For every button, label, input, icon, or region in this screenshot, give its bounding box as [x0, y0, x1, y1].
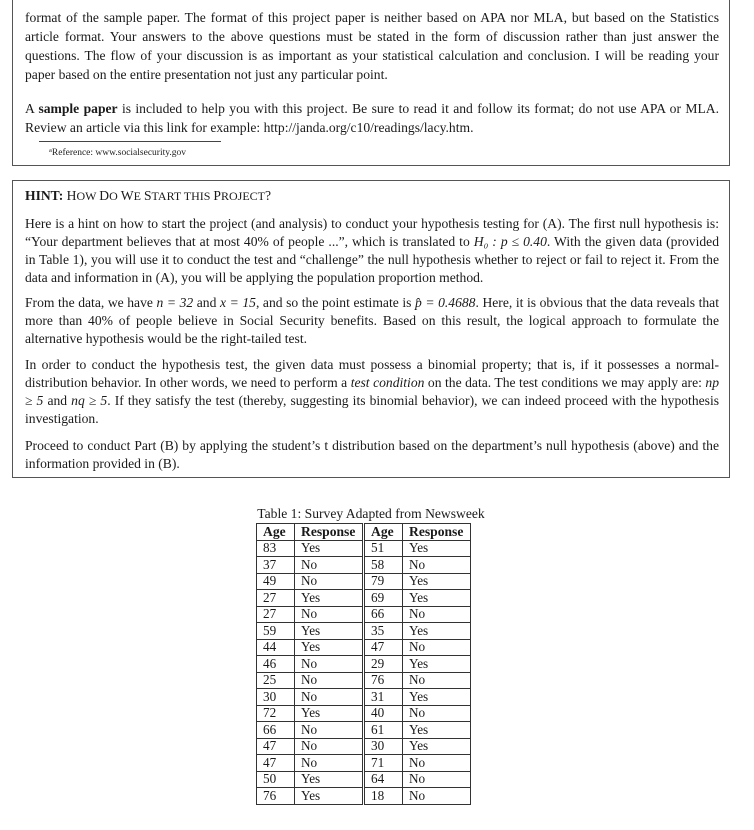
table-row: [257, 722, 471, 739]
table-row: [257, 590, 471, 607]
response-cell: No: [295, 656, 364, 673]
response-cell: No: [403, 705, 471, 722]
instructions-box: [12, 0, 730, 166]
age-cell: 44: [257, 639, 295, 656]
age-cell: 35: [364, 623, 403, 640]
response-cell: Yes: [295, 639, 364, 656]
response-cell: Yes: [295, 771, 364, 788]
table-row: [257, 540, 471, 557]
hint-box: [12, 180, 730, 478]
response-cell: Yes: [403, 656, 471, 673]
response-cell: No: [295, 557, 364, 574]
response-cell: No: [295, 755, 364, 772]
table-row: [257, 755, 471, 772]
response-cell: No: [295, 722, 364, 739]
response-cell: Yes: [295, 788, 364, 805]
age-cell: 50: [257, 771, 295, 788]
age-cell: 83: [257, 540, 295, 557]
footnote-text: Reference: www.socialsecurity.gov: [51, 148, 186, 158]
survey-table: [256, 523, 471, 805]
response-cell: No: [295, 606, 364, 623]
age-cell: 27: [257, 590, 295, 607]
age-cell: 58: [364, 557, 403, 574]
response-cell: Yes: [295, 623, 364, 640]
age-cell: 25: [257, 672, 295, 689]
age-cell: 64: [364, 771, 403, 788]
age-cell: 66: [364, 606, 403, 623]
response-cell: No: [403, 788, 471, 805]
sample-paper-paragraph: A sample paper is included to help you with this project. Be sure to read it and follow its format; do not use APA or MLA. Review an article via this link for example: http://janda.org/c10/readings/lacy.htm.: [25, 101, 719, 135]
header-response-2: Response: [403, 524, 471, 541]
table-row: [257, 771, 471, 788]
table-row: [257, 639, 471, 656]
response-cell: Yes: [403, 540, 471, 557]
response-cell: Yes: [295, 590, 364, 607]
table-row: [257, 573, 471, 590]
table-row: [257, 689, 471, 706]
hint-paragraph-part-b: Proceed to conduct Part (B) by applying the student’s t distribution based on the department’s null hypothesis (above) and the information provided in (B).: [25, 438, 719, 471]
table-row: [257, 623, 471, 640]
age-cell: 59: [257, 623, 295, 640]
table-row: [257, 557, 471, 574]
age-cell: 37: [257, 557, 295, 574]
sample-paper-bold: sample paper: [38, 101, 118, 116]
table-caption: Table 1: Survey Adapted from Newsweek: [257, 506, 485, 521]
table-row: [257, 606, 471, 623]
age-cell: 27: [257, 606, 295, 623]
response-cell: Yes: [403, 689, 471, 706]
null-hypothesis-formula: H₀ : p ≤ 0.40: [473, 234, 547, 249]
age-cell: 40: [364, 705, 403, 722]
response-cell: No: [295, 573, 364, 590]
age-cell: 47: [257, 755, 295, 772]
response-cell: No: [403, 771, 471, 788]
response-cell: Yes: [403, 738, 471, 755]
age-cell: 49: [257, 573, 295, 590]
hint-label: HINT:: [25, 188, 64, 203]
response-cell: No: [403, 606, 471, 623]
age-cell: 47: [364, 639, 403, 656]
age-cell: 71: [364, 755, 403, 772]
hint-paragraph-null-hypothesis: Here is a hint on how to start the project (and analysis) to conduct your hypothesis testing for (A). The first null hypothesis is: “Your department believes that at most 40% of people ...”, which is translated to H₀ : p ≤ 0.40. With the given data (provided in Table 1), you will use it to conduct the test and “challenge” the null hypothesis whether to reject or fail to reject it. From the data and information in (A), you will be applying the population proportion method.: [25, 216, 719, 285]
response-cell: No: [295, 689, 364, 706]
format-paragraph: format of the sample paper. The format of this project paper is neither based on APA nor MLA, but based on the Statistics article format. Your answers to the above questions must be stated in the form of discussion rather than just answer the questions. The flow of your discussion is as important as your statistical calculation and conclusion. I will be reading your paper based on the entire presentation not just any particular point.: [25, 10, 719, 82]
age-cell: 30: [364, 738, 403, 755]
header-age-1: Age: [257, 524, 295, 541]
age-cell: 51: [364, 540, 403, 557]
age-cell: 79: [364, 573, 403, 590]
response-cell: No: [403, 755, 471, 772]
age-cell: 66: [257, 722, 295, 739]
header-response-1: Response: [295, 524, 364, 541]
age-cell: 46: [257, 656, 295, 673]
survey-table-container: [246, 506, 496, 805]
table-row: [257, 788, 471, 805]
response-cell: Yes: [403, 590, 471, 607]
table-row: [257, 705, 471, 722]
table-row: [257, 672, 471, 689]
response-cell: Yes: [403, 623, 471, 640]
hint-paragraph-test-condition: In order to conduct the hypothesis test, the given data must possess a binomial property; that is, if it possesses a normal-distribution behavior. In other words, we need to perform a test condition on the data. The test conditions we may apply are: np ≥ 5 and nq ≥ 5. If they satisfy the test (thereby, suggesting its binomial behavior), we can indeed proceed with the hypothesis investigation.: [25, 357, 720, 426]
point-estimate-formula: p̂ = 0.4688: [414, 295, 476, 310]
age-cell: 29: [364, 656, 403, 673]
response-cell: No: [295, 672, 364, 689]
response-cell: Yes: [295, 540, 364, 557]
response-cell: Yes: [403, 573, 471, 590]
age-cell: 72: [257, 705, 295, 722]
age-cell: 76: [364, 672, 403, 689]
response-cell: No: [403, 672, 471, 689]
age-cell: 69: [364, 590, 403, 607]
age-cell: 76: [257, 788, 295, 805]
response-cell: Yes: [403, 722, 471, 739]
response-cell: No: [403, 639, 471, 656]
table-row: [257, 738, 471, 755]
hint-title: [25, 187, 271, 205]
response-cell: Yes: [295, 705, 364, 722]
header-age-2: Age: [364, 524, 403, 541]
test-condition-emphasis: test condition: [350, 375, 425, 390]
age-cell: 47: [257, 738, 295, 755]
response-cell: No: [295, 738, 364, 755]
age-cell: 31: [364, 689, 403, 706]
footnote-mark: a: [49, 147, 52, 154]
footnote: [49, 145, 186, 159]
response-cell: No: [403, 557, 471, 574]
footnote-rule: [39, 141, 221, 142]
age-cell: 18: [364, 788, 403, 805]
age-cell: 30: [257, 689, 295, 706]
table-row: [257, 656, 471, 673]
age-cell: 61: [364, 722, 403, 739]
hint-heading: HOW DO WE START THIS PROJECT?: [66, 188, 272, 203]
table-header-row: [257, 524, 471, 541]
hint-paragraph-point-estimate: From the data, we have n = 32 and x = 15, and so the point estimate is p̂ = 0.4688. Here, it is obvious that the data reveals that more than 40% of people believe in Social Security benefits. Based on this result, the logical approach to formulate the alternative hypothesis would be the right-tailed test.: [25, 295, 719, 346]
